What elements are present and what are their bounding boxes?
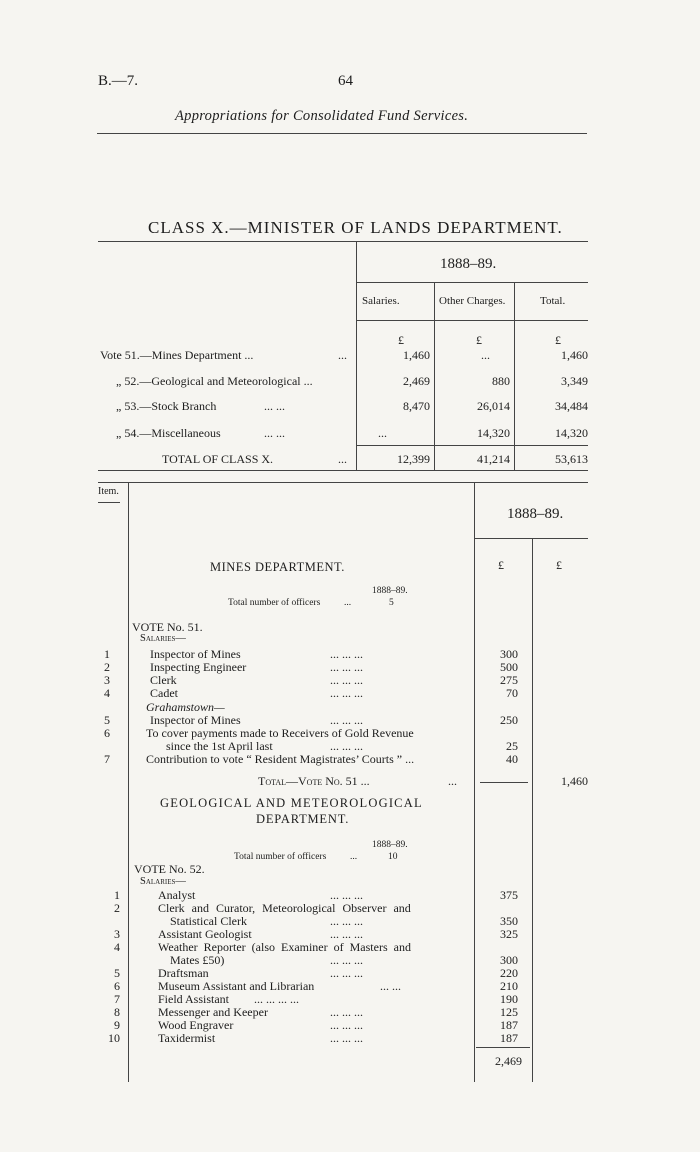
item-text: Contribution to vote “ Resident Magistrates’ Courts ” ... [146,752,415,766]
mines-subhead: Grahamstown— [146,700,225,714]
item-text: Draftsman [158,966,209,980]
item-text: Cadet [150,686,178,700]
leader-dots: ... ... ... [330,1005,363,1019]
summary-row-label: Vote 51.—Mines Department ... [100,348,254,362]
leader-dots: ... ... [380,979,401,993]
page-number: 64 [338,73,353,89]
item-amount: 210 [500,979,518,993]
item-number: 6 [104,726,110,740]
geo-vote: VOTE No. 52. [134,862,205,876]
mines-heading: MINES DEPARTMENT. [210,560,345,574]
col-salaries: Salaries. [362,295,400,307]
item-text: Taxidermist [158,1031,216,1045]
item-number: 3 [104,673,110,687]
leader-dots: ... ... ... [330,713,363,727]
page-ref: B.—7. [98,73,139,89]
summary-total: 14,320 [555,426,588,440]
item-number: 3 [114,927,120,941]
item-number: 4 [114,940,120,954]
leader-dots: ... ... [264,426,285,440]
mines-officers-label: Total number of officers [228,598,321,608]
page-subtitle: Appropriations for Consolidated Fund Services. [175,108,469,124]
item-text: To cover payments made to Receivers of Gold Revenue [146,726,414,740]
item-text-cont: since the 1st April last [166,739,273,753]
leader-dots: ... ... ... [330,647,363,661]
item-number: 1 [114,888,120,902]
item-text: Field Assistant [158,992,230,1006]
item-text: Assistant Geologist [158,927,252,941]
item-text: Clerk [150,673,177,687]
item-text: Weather Reporter (also Examiner of Masters and [158,940,411,954]
detail-year: 1888–89. [507,506,564,522]
leader-dots: ... ... ... ... [254,992,299,1006]
item-amount: 25 [506,739,518,753]
geo-subtotal: 2,469 [495,1054,522,1068]
item-text: Wood Engraver [158,1018,234,1032]
item-number: 4 [104,686,110,700]
item-amount: 500 [500,660,518,674]
leader-dots: ... ... ... [330,888,363,902]
leader-dots: ... ... ... [330,660,363,674]
item-number: 7 [104,752,110,766]
item-number: 9 [114,1018,120,1032]
summary-row-label: „ 54.—Miscellaneous [116,426,221,440]
mines-total-label: Total—Vote No. 51 ... [258,774,370,788]
item-amount: 187 [500,1018,518,1032]
leader-dots: ... ... ... [330,1031,363,1045]
leader-dots: ... ... ... [330,1018,363,1032]
summary-other: 26,014 [477,399,510,413]
currency-symbol: £ [398,333,404,347]
summary-row-label: „ 53.—Stock Branch [116,399,217,413]
summary-total-label: TOTAL OF CLASS X. [162,452,274,466]
item-amount: 300 [500,953,518,967]
item-text-cont: Statistical Clerk [170,914,247,928]
geo-heading-1: GEOLOGICAL AND METEOROLOGICAL [160,796,423,810]
summary-salaries: 1,460 [403,348,430,362]
geo-officers-label: Total number of officers [234,852,327,862]
item-amount: 125 [500,1005,518,1019]
item-text: Analyst [158,888,196,902]
leader-dots: ... [350,852,358,862]
item-amount: 187 [500,1031,518,1045]
item-number: 6 [114,979,120,993]
item-text: Clerk and Curator, Meteorological Observer and [158,901,411,915]
item-header: Item. [98,486,119,497]
currency-symbol: £ [498,558,504,572]
title-rule [98,241,588,242]
geo-heading-2: DEPARTMENT. [256,812,350,826]
item-number: 8 [114,1005,120,1019]
leader-dots: ... [338,452,347,466]
summary-total: 34,484 [555,399,588,413]
item-amount: 350 [500,914,518,928]
class-title: CLASS X.—MINISTER OF LANDS DEPARTMENT. [148,218,563,237]
item-number: 5 [104,713,110,727]
item-text: Inspecting Engineer [150,660,247,674]
leader-dots: ... [344,598,352,608]
item-number: 2 [104,660,110,674]
item-text-cont: Mates £50) [170,953,225,967]
item-amount: 300 [500,647,518,661]
col-total: Total. [540,295,566,307]
leader-dots: ... [338,348,347,362]
summary-total-other: 41,214 [477,452,510,466]
leader-dots: ... ... ... [330,914,363,928]
geo-salaries-label: Salaries— [140,876,186,887]
summary-row-label: „ 52.—Geological and Meteorological ... [116,374,313,388]
summary-salaries: 8,470 [403,399,430,413]
summary-year: 1888–89. [440,256,497,272]
summary-total: 1,460 [561,348,588,362]
item-amount: 70 [506,686,518,700]
mines-salaries-label: Salaries— [140,633,186,644]
summary-salaries: ... [378,426,387,440]
summary-other: 880 [492,374,510,388]
col-other-charges: Other Charges. [439,295,506,307]
summary-salaries: 2,469 [403,374,430,388]
mines-vote: VOTE No. 51. [132,620,203,634]
summary-total-total: 53,613 [555,452,588,466]
item-amount: 40 [506,752,518,766]
mines-officers-count: 5 [389,598,394,608]
item-text: Messenger and Keeper [158,1005,268,1019]
item-number: 1 [104,647,110,661]
leader-dots: ... ... ... [330,686,363,700]
item-amount: 220 [500,966,518,980]
item-amount: 375 [500,888,518,902]
leader-dots: ... ... ... [330,927,363,941]
item-amount: 275 [500,673,518,687]
header-rule [97,133,587,134]
leader-dots: ... ... [264,399,285,413]
item-number: 2 [114,901,120,915]
item-text: Museum Assistant and Librarian [158,979,315,993]
leader-dots: ... ... ... [330,739,363,753]
item-number: 10 [108,1031,120,1045]
summary-other: 14,320 [477,426,510,440]
leader-dots: ... ... ... [330,966,363,980]
item-amount: 250 [500,713,518,727]
mines-officers-year: 1888–89. [372,586,408,596]
item-amount: 190 [500,992,518,1006]
leader-dots: ... ... ... [330,673,363,687]
item-number: 5 [114,966,120,980]
mines-total: 1,460 [561,774,588,788]
item-text: Inspector of Mines [150,647,241,661]
leader-dots: ... [448,774,457,788]
leader-dots: ... ... ... [330,953,363,967]
item-amount: 325 [500,927,518,941]
item-number: 7 [114,992,120,1006]
currency-symbol: £ [555,333,561,347]
geo-officers-count: 10 [388,852,398,862]
summary-total-salaries: 12,399 [397,452,430,466]
item-text: Inspector of Mines [150,713,241,727]
currency-symbol: £ [556,558,562,572]
currency-symbol: £ [476,333,482,347]
summary-total: 3,349 [561,374,588,388]
summary-other: ... [481,348,490,362]
geo-officers-year: 1888–89. [372,840,408,850]
